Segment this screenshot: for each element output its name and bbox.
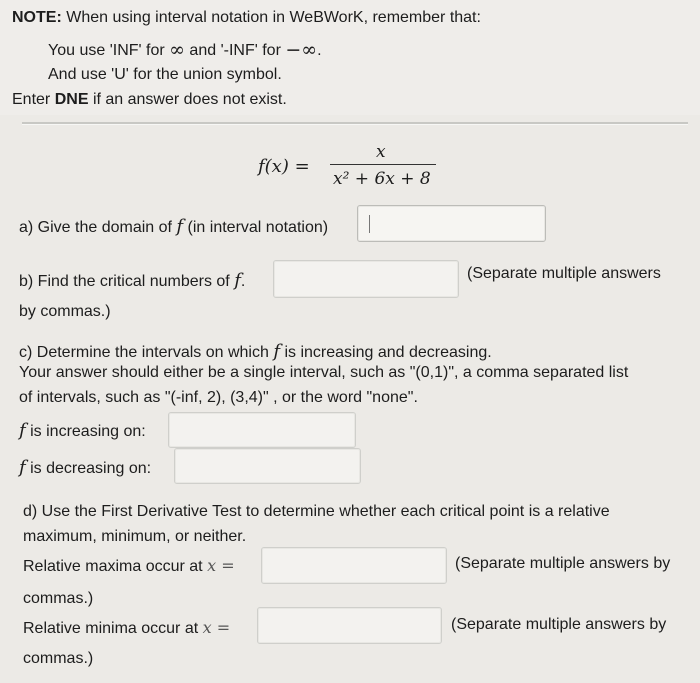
- dec-label-text: is decreasing on:: [30, 460, 152, 477]
- part-b-var: f: [234, 270, 241, 291]
- fraction-bar: [330, 164, 436, 165]
- note-inf-text: You use 'INF' for: [48, 42, 165, 59]
- part-d-line-2: maximum, minimum, or neither.: [23, 528, 247, 545]
- part-c-line-3: of intervals, such as "(-inf, 2), (3,4)" , or the word "none".: [19, 389, 418, 406]
- part-b-text-pre: b) Find the critical numbers of: [19, 273, 230, 290]
- note-label: NOTE:: [12, 9, 62, 26]
- part-b-label: [19, 270, 245, 291]
- part-b-hint-cont: by commas.): [19, 303, 111, 320]
- part-a-label: [19, 216, 328, 237]
- note-line-1-text: When using interval notation in WeBWorK, remember that:: [66, 9, 481, 26]
- note-line-1: [12, 9, 481, 27]
- note-dne-text: if an answer does not exist.: [92, 91, 287, 108]
- minima-hint-cont: commas.): [23, 650, 94, 667]
- minima-label: [23, 618, 230, 638]
- infinity-symbol: ∞: [169, 39, 185, 61]
- part-d-line-1: d) Use the First Derivative Test to determine whether each critical point is a relative: [23, 503, 610, 520]
- part-c-line-1: [19, 341, 492, 362]
- inc-var: f: [19, 420, 26, 441]
- minima-label-text: Relative minima occur at: [23, 620, 199, 637]
- part-b-hint: (Separate multiple answers: [467, 265, 661, 282]
- dne-keyword: DNE: [54, 91, 89, 108]
- part-b-period: .: [240, 273, 246, 290]
- part-a-var: f: [176, 216, 184, 237]
- neg-infinity-symbol: −∞: [285, 39, 318, 61]
- increasing-input[interactable]: [168, 412, 356, 448]
- formula-lhs: f(x) =: [258, 156, 310, 177]
- maxima-x-eq: x =: [207, 556, 235, 575]
- note-line-3: And use 'U' for the union symbol.: [48, 66, 282, 83]
- note-neg-inf-text: and '-INF' for: [189, 42, 281, 59]
- part-a-text-pre: a) Give the domain of: [19, 219, 172, 236]
- decreasing-input[interactable]: [174, 448, 361, 484]
- part-a-text-post: (in interval notation): [187, 219, 329, 236]
- part-c-text-pre: c) Determine the intervals on which: [19, 344, 269, 361]
- part-c-var: f: [273, 341, 281, 362]
- inc-label-text: is increasing on:: [30, 423, 146, 440]
- text-cursor: [369, 215, 370, 233]
- decreasing-label: [19, 457, 151, 478]
- critical-numbers-input[interactable]: [273, 260, 459, 298]
- maxima-hint: (Separate multiple answers by: [455, 555, 671, 572]
- minima-hint: (Separate multiple answers by: [451, 616, 667, 633]
- dec-var: f: [19, 457, 26, 478]
- divider: [22, 122, 688, 125]
- increasing-label: [19, 420, 146, 441]
- minima-input[interactable]: [257, 607, 442, 644]
- maxima-label-text: Relative maxima occur at: [23, 558, 203, 575]
- formula-numerator: x: [376, 142, 386, 162]
- maxima-input[interactable]: [261, 547, 447, 584]
- maxima-hint-cont: commas.): [23, 590, 94, 607]
- maxima-label: [23, 556, 235, 576]
- note-enter-text: Enter: [12, 91, 51, 108]
- part-c-line-2: Your answer should either be a single interval, such as "(0,1)", a comma separated list: [19, 364, 629, 381]
- note-line-4: [12, 91, 287, 109]
- part-c-text-post: is increasing and decreasing.: [284, 344, 492, 361]
- formula-denominator: x² + 6x + 8: [333, 169, 431, 189]
- domain-input[interactable]: [357, 205, 546, 242]
- note-line-2: You use 'INF' for ∞ and '-INF' for −∞.: [48, 39, 322, 61]
- minima-x-eq: x =: [202, 618, 231, 637]
